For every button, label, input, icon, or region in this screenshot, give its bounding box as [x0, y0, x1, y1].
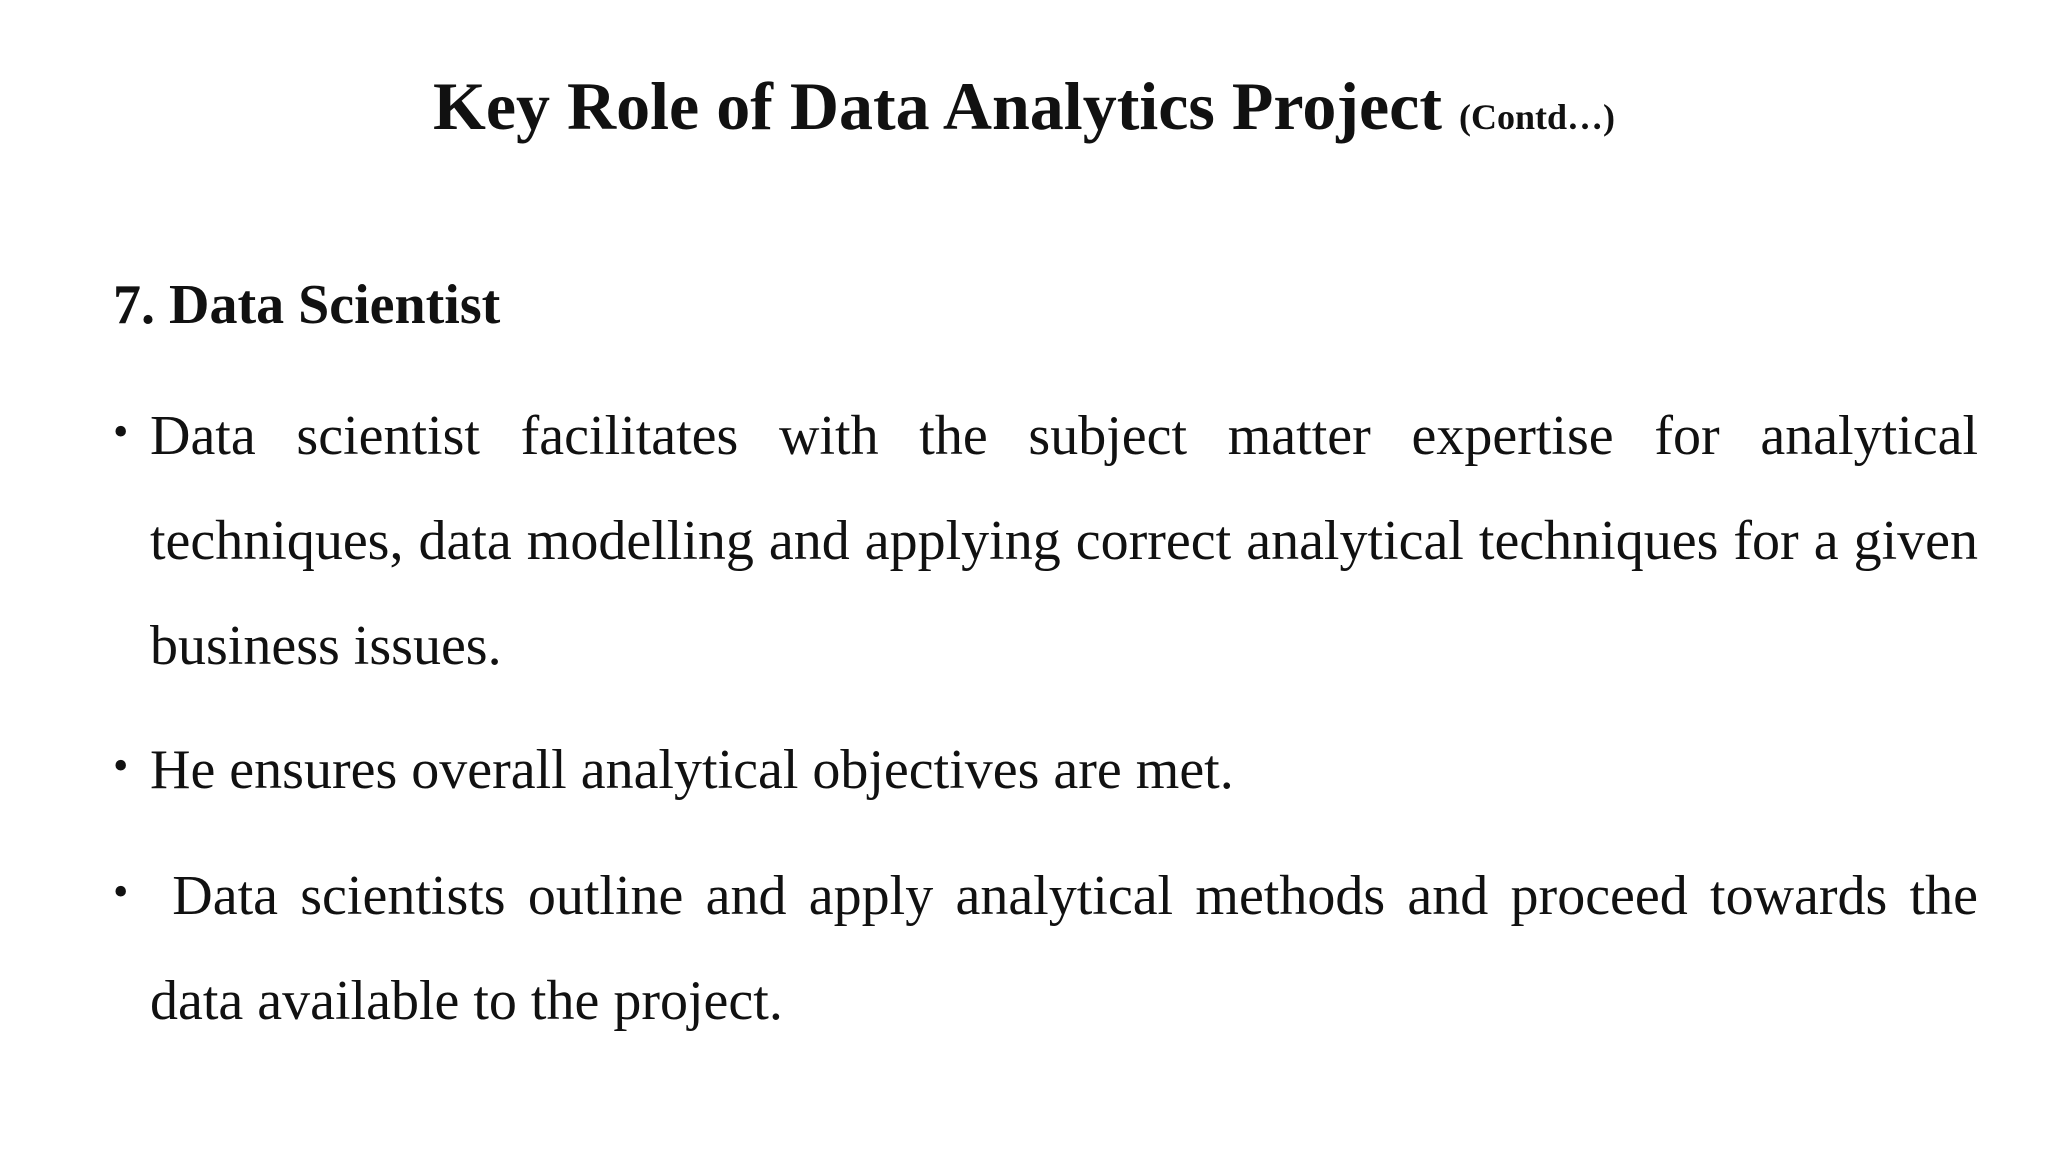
bullet-text: Data scientists outline and apply analytical methods and proceed towards the data available to the project.: [150, 865, 1993, 1032]
bullet-dot-icon: •: [113, 867, 129, 916]
bullet-item: [113, 384, 1978, 699]
bullet-item: [113, 718, 1978, 823]
slide-title: [0, 66, 2048, 157]
bullet-dot-icon: •: [113, 407, 129, 456]
slide-title-main: Key Role of Data Analytics Project: [432, 68, 1443, 144]
bullet-text: He ensures overall analytical objectives are met.: [150, 739, 1234, 801]
section-heading: 7. Data Scientist: [113, 274, 501, 336]
bullet-dot-icon: •: [113, 741, 129, 790]
slide-title-suffix: (Contd…): [1459, 97, 1616, 137]
bullet-item: [113, 844, 1993, 1054]
bullet-text: Data scientist facilitates with the subject matter expertise for analytical techniques, data modelling and applying correct analytical techniques for a given business issues.: [150, 405, 1978, 677]
